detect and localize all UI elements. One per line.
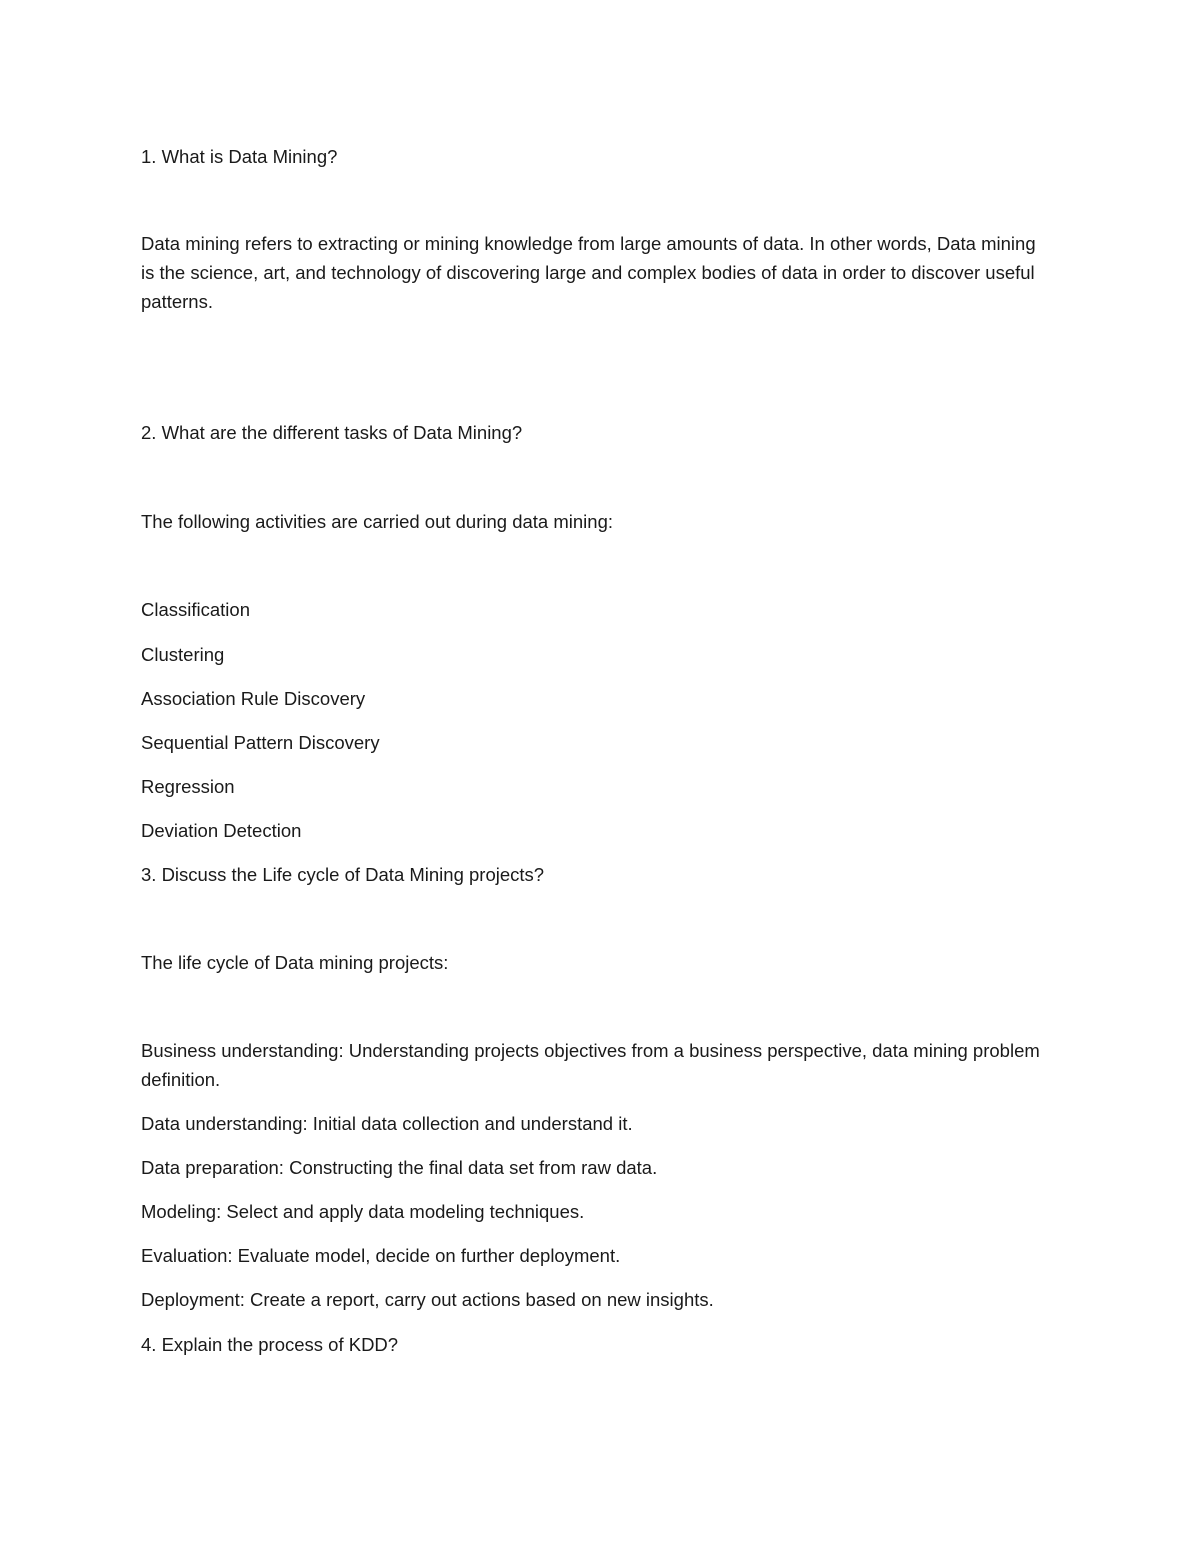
task-item: Regression (141, 776, 235, 797)
question-1-heading: 1. What is Data Mining? (141, 146, 338, 167)
lifecycle-stage: Business understanding: Understanding projects objectives from a business perspective, data mining problem definition. (141, 1040, 1040, 1090)
task-item: Sequential Pattern Discovery (141, 732, 380, 753)
task-item: Classification (141, 599, 250, 620)
question-3-heading: 3. Discuss the Life cycle of Data Mining projects? (141, 864, 545, 885)
question-4-heading: 4. Explain the process of KDD? (141, 1334, 399, 1355)
lifecycle-stage: Deployment: Create a report, carry out actions based on new insights. (141, 1289, 714, 1310)
lifecycle-stage: Data preparation: Constructing the final data set from raw data. (141, 1157, 658, 1178)
task-item: Deviation Detection (141, 820, 302, 841)
lifecycle-stage: Data understanding: Initial data collection and understand it. (141, 1113, 633, 1134)
question-1-answer: Data mining refers to extracting or mining knowledge from large amounts of data. In other words, Data mining is the science, art, and technology of discovering large and complex bodies of data in order to discover useful patterns. (141, 233, 1036, 312)
question-3-intro: The life cycle of Data mining projects: (141, 952, 449, 973)
lifecycle-stage: Modeling: Select and apply data modeling techniques. (141, 1201, 585, 1222)
question-2-intro: The following activities are carried out during data mining: (141, 511, 613, 532)
lifecycle-stage: Evaluation: Evaluate model, decide on further deployment. (141, 1245, 621, 1266)
task-item: Clustering (141, 644, 225, 665)
task-item: Association Rule Discovery (141, 688, 366, 709)
question-2-heading: 2. What are the different tasks of Data Mining? (141, 422, 523, 443)
